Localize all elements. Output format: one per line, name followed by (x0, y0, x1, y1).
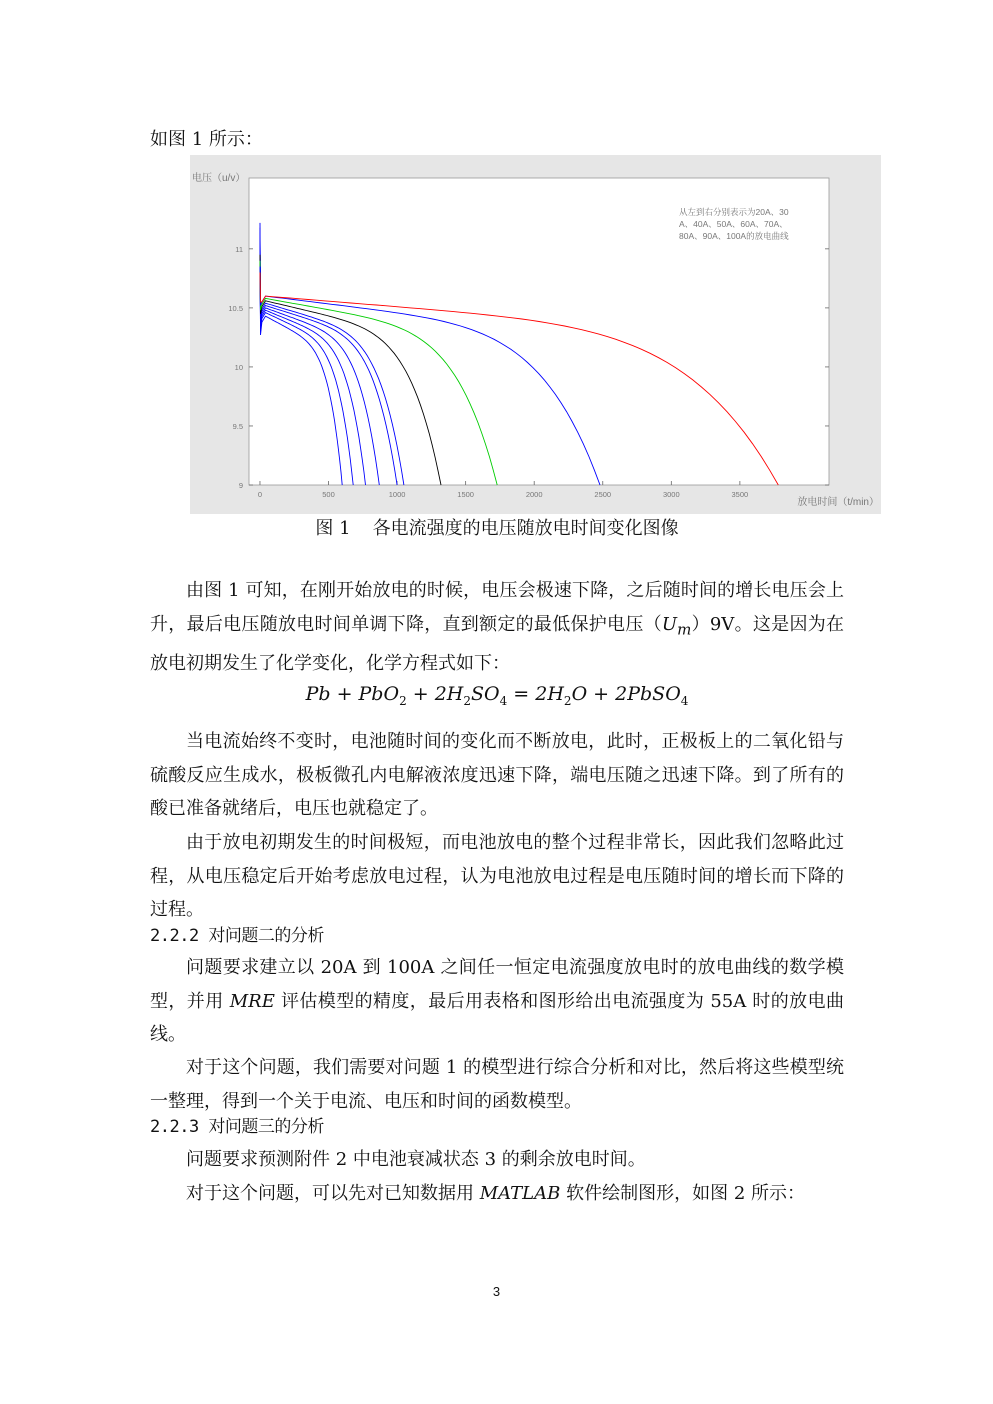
eq-sub-2: 2 (463, 693, 472, 708)
y-tick-label: 10 (234, 362, 243, 372)
paragraph-4-part-b: 评估模型的精度，最后用表格和图形给出电流强度为 55A 时的放电曲线。 (150, 990, 844, 1045)
caption-text: 各电流强度的电压随放电时间变化图像 (372, 518, 679, 539)
paragraph-6: 问题要求预测附件 2 中电池衰减状态 3 的剩余放电时间。 (186, 1149, 646, 1170)
eq-term-4: = 2H (507, 683, 564, 705)
symbol-u: U (661, 613, 678, 635)
symbol-u-subscript: m (677, 620, 692, 639)
eq-term-3: SO (471, 683, 500, 705)
x-tick-label: 2000 (525, 490, 543, 499)
eq-sub-4: 2 (563, 693, 572, 708)
y-tick-label: 9 (238, 481, 243, 490)
paragraph-7-part-a: 对于这个问题，可以先对已知数据用 (186, 1183, 480, 1204)
paragraph-3: 由于放电初期发生的时间极短，而电池放电的整个过程非常长，因此我们忽略此过程，从电压稳定后开始考虑放电过程，认为电池放电过程是电压随时间的增长而下降的过程。 (150, 832, 844, 920)
paragraph-1-part-a: 由图 1 可知，在刚开始放电的时候，电压会极速下降，之后随时间的增长电压会上升，最后电压随放电时间单调下降，直到额定的最低保护电压（ (150, 580, 844, 635)
eq-term-5: O + 2PbSO (571, 683, 681, 705)
intro-text: 如图 1 所示： (150, 129, 263, 150)
legend-note-line-3: 80A、90A、100A的放电曲线 (679, 231, 789, 241)
paragraph-7 (150, 1177, 844, 1211)
paragraph-7-part-b: 软件绘制图形，如图 2 所示： (560, 1183, 805, 1204)
section-heading-2-2-3: 2.2.3 对问题三的分析 (150, 1117, 324, 1137)
x-tick-label: 3500 (731, 490, 749, 499)
paragraph-5: 对于这个问题，我们需要对问题 1 的模型进行综合分析和对比，然后将这些模型统一整理，得到一个关于电流、电压和时间的函数模型。 (150, 1057, 844, 1112)
figure-1-chart (190, 155, 881, 514)
eq-sub-3: 4 (499, 693, 508, 708)
paragraph-1 (150, 574, 844, 680)
figure-1-caption (150, 516, 844, 542)
paragraph-2: 当电流始终不变时，电池随时间的变化而不断放电，此时，正极板上的二氧化铅与硫酸反应生成水，极板微孔内电解液浓度迅速下降，端电压随之迅速下降。到了所有的酸已准备就绪后，电压也就稳定了。 (150, 731, 844, 819)
legend-note-line-2: A、40A、50A、60A、70A、 (679, 219, 788, 229)
y-axis-label: 电压（u/v） (192, 173, 246, 184)
caption-number: 图 1 (315, 518, 351, 539)
x-tick-label: 500 (322, 490, 335, 499)
paragraph-4 (150, 951, 844, 1052)
x-axis-label: 放电时间（t/min） (797, 497, 879, 508)
term-mre: MRE (229, 990, 275, 1012)
eq-sub-1: 2 (399, 693, 407, 708)
x-tick-label: 3000 (662, 490, 680, 499)
term-matlab: MATLAB (479, 1183, 561, 1204)
y-tick-label: 11 (235, 244, 243, 254)
section-heading-2-2-2: 2.2.2 对问题二的分析 (150, 926, 324, 946)
x-tick-label: 1500 (457, 490, 474, 499)
y-tick-label: 10.5 (228, 303, 243, 313)
x-tick-label: 1000 (388, 490, 406, 499)
page-number: 3 (492, 1284, 501, 1299)
x-tick-label: 0 (257, 490, 263, 499)
eq-sub-5: 4 (680, 693, 689, 708)
eq-term-2: + 2H (406, 683, 464, 705)
x-tick-label: 2500 (594, 490, 612, 499)
paragraph-1-part-b: ）9V。这是因为在放电初期发生了化学变化，化学方程式如下： (150, 613, 845, 674)
chemical-equation (150, 680, 844, 715)
y-tick-label: 9.5 (232, 421, 243, 431)
legend-note-line-1: 从左到右分别表示为20A、30 (679, 207, 789, 217)
eq-term-1: Pb + PbO (305, 683, 400, 705)
paragraph-4-part-a: 问题要求建立以 20A 到 100A 之间任一恒定电流强度放电时的放电曲线的数学模型，并用 (150, 957, 844, 1012)
